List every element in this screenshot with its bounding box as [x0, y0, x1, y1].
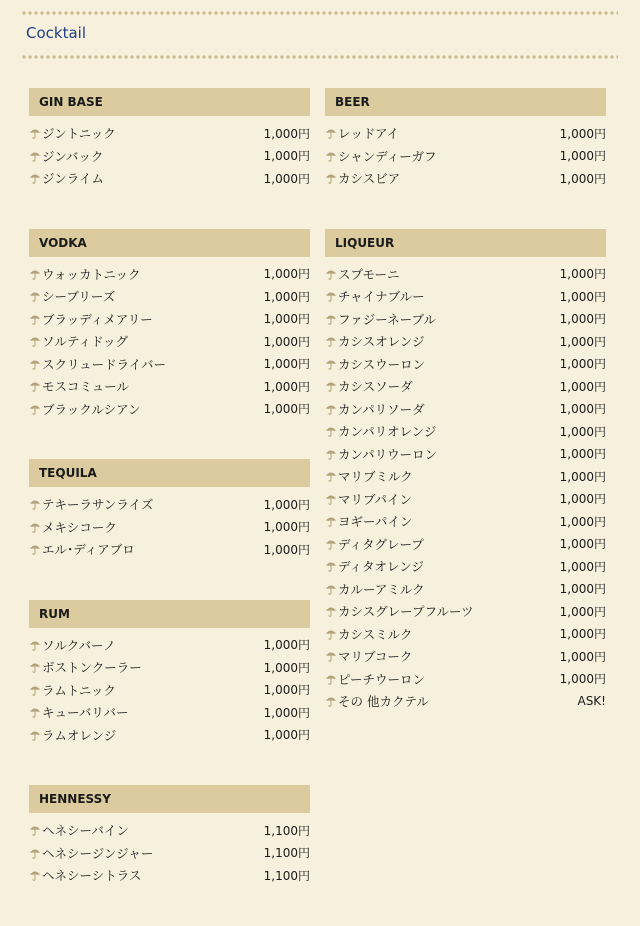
menu-item-name: テキーラサンライズ — [42, 497, 154, 513]
umbrella-icon — [325, 605, 337, 617]
dotted-divider-top — [22, 11, 618, 15]
umbrella-icon — [325, 673, 337, 685]
menu-item-name: キューバリバー — [42, 705, 129, 721]
umbrella-icon — [325, 290, 337, 302]
menu-item — [325, 167, 606, 190]
menu-item-price: 1,000円 — [559, 627, 606, 642]
menu-item — [325, 330, 606, 353]
menu-item-name: ディタグレープ — [338, 536, 424, 552]
menu-section-beer — [325, 88, 606, 190]
menu-item-price: 1,000円 — [559, 672, 606, 687]
menu-item-name: カルーアミルク — [338, 581, 425, 597]
menu-item-name: ヨギーパイン — [338, 514, 413, 530]
umbrella-icon — [29, 127, 41, 139]
menu-item-name: ブラックルシアン — [42, 401, 141, 417]
umbrella-icon — [325, 268, 337, 280]
menu-item-price: 1,000円 — [559, 267, 606, 282]
menu-item-name: シャンディーガフ — [338, 148, 437, 164]
menu-item — [29, 167, 310, 190]
umbrella-icon — [325, 313, 337, 325]
menu-item-price: 1,000円 — [263, 497, 310, 512]
menu-item-price: 1,100円 — [263, 823, 310, 838]
menu-item-price: 1,000円 — [559, 514, 606, 529]
umbrella-icon — [325, 335, 337, 347]
menu-item-name: ヘネシーシトラス — [42, 868, 142, 884]
menu-item-price: ASK! — [577, 694, 606, 709]
menu-item — [325, 488, 606, 511]
umbrella-icon — [325, 493, 337, 505]
menu-item — [29, 538, 310, 561]
menu-item — [29, 375, 310, 398]
menu-item — [29, 353, 310, 376]
menu-item-price: 1,000円 — [263, 683, 310, 698]
menu-item-price: 1,000円 — [263, 334, 310, 349]
menu-item-price: 1,100円 — [263, 846, 310, 861]
menu-item-price: 1,000円 — [559, 447, 606, 462]
menu-item — [325, 263, 606, 286]
menu-item-price: 1,100円 — [263, 868, 310, 883]
menu-item — [29, 679, 310, 702]
menu-item-price: 1,000円 — [263, 705, 310, 720]
menu-item-name: ボストンクーラー — [42, 660, 142, 676]
menu-section-vodka — [29, 229, 310, 421]
menu-item-price: 1,000円 — [263, 542, 310, 557]
umbrella-icon — [29, 824, 41, 836]
section-header: RUM — [29, 600, 310, 628]
menu-item — [29, 398, 310, 421]
menu-item — [325, 600, 606, 623]
umbrella-icon — [29, 639, 41, 651]
menu-item — [29, 819, 310, 842]
menu-item-name: マリブミルク — [338, 469, 413, 485]
menu-item — [29, 864, 310, 887]
menu-item-price: 1,000円 — [559, 469, 606, 484]
menu-item — [325, 690, 606, 713]
menu-item-price: 1,000円 — [263, 289, 310, 304]
menu-item-price: 1,000円 — [559, 582, 606, 597]
menu-item-price: 1,000円 — [559, 126, 606, 141]
umbrella-icon — [325, 515, 337, 527]
menu-item-price: 1,000円 — [263, 126, 310, 141]
menu-item-name: カシスビア — [338, 171, 401, 187]
menu-item-price: 1,000円 — [559, 334, 606, 349]
menu-item-name: ラムオレンジ — [42, 727, 117, 743]
menu-item-name: カシスウーロン — [338, 356, 426, 372]
menu-item-name: ラムトニック — [42, 682, 116, 698]
menu-section-rum — [29, 600, 310, 747]
umbrella-icon — [325, 538, 337, 550]
menu-item — [325, 145, 606, 168]
umbrella-icon — [29, 706, 41, 718]
menu-item-price: 1,000円 — [559, 402, 606, 417]
umbrella-icon — [325, 403, 337, 415]
menu-item — [325, 443, 606, 466]
menu-item-name: チャイナブルー — [338, 289, 425, 305]
umbrella-icon — [29, 869, 41, 881]
umbrella-icon — [29, 521, 41, 533]
umbrella-icon — [29, 729, 41, 741]
menu-item-name: ファジーネーブル — [338, 311, 437, 327]
umbrella-icon — [29, 290, 41, 302]
umbrella-icon — [325, 380, 337, 392]
menu-item-name: レッドアイ — [338, 126, 399, 142]
umbrella-icon — [29, 380, 41, 392]
menu-item-price: 1,000円 — [559, 537, 606, 552]
umbrella-icon — [325, 650, 337, 662]
menu-item-price: 1,000円 — [263, 520, 310, 535]
menu-item-name: ソルクバーノ — [42, 637, 116, 653]
umbrella-icon — [325, 150, 337, 162]
menu-item-name: ソルティドッグ — [42, 334, 129, 350]
umbrella-icon — [29, 268, 41, 280]
menu-item-price: 1,000円 — [263, 357, 310, 372]
menu-item-name: マリブパイン — [338, 491, 413, 507]
menu-item-name: カンパリウーロン — [338, 446, 438, 462]
umbrella-icon — [29, 403, 41, 415]
umbrella-icon — [29, 313, 41, 325]
menu-item-price: 1,000円 — [263, 638, 310, 653]
umbrella-icon — [325, 470, 337, 482]
menu-item — [29, 634, 310, 657]
menu-item-price: 1,000円 — [263, 149, 310, 164]
section-header: GIN BASE — [29, 88, 310, 116]
umbrella-icon — [325, 695, 337, 707]
menu-item — [29, 330, 310, 353]
menu-item-price: 1,000円 — [559, 149, 606, 164]
menu-item — [325, 122, 606, 145]
menu-section-gin-base — [29, 88, 310, 190]
menu-item-price: 1,000円 — [263, 312, 310, 327]
menu-item — [325, 510, 606, 533]
umbrella-icon — [29, 498, 41, 510]
menu-item-name: マリブコーク — [338, 649, 413, 665]
menu-item-name: カンパリソーダ — [338, 401, 425, 417]
menu-item — [325, 353, 606, 376]
section-header: LIQUEUR — [325, 229, 606, 257]
menu-section-hennessy — [29, 785, 310, 887]
menu-item — [325, 285, 606, 308]
menu-item-name: カシスミルク — [338, 626, 413, 642]
menu-item-name: ジンバック — [42, 148, 104, 164]
dotted-divider-bottom — [22, 55, 618, 59]
umbrella-icon — [325, 448, 337, 460]
section-header: VODKA — [29, 229, 310, 257]
menu-item-price: 1,000円 — [263, 171, 310, 186]
menu-item-name: シーブリーズ — [42, 289, 116, 305]
menu-item-price: 1,000円 — [263, 379, 310, 394]
menu-section-tequila — [29, 459, 310, 561]
menu-item-name: スクリュードライバー — [42, 356, 167, 372]
menu-item-name: カンパリオレンジ — [338, 424, 437, 440]
section-header: BEER — [325, 88, 606, 116]
menu-item — [29, 493, 310, 516]
menu-item-name: エル･ディアブロ — [42, 542, 135, 558]
menu-item-name: スプモーニ — [338, 266, 400, 282]
menu-item — [325, 308, 606, 331]
menu-item-price: 1,000円 — [263, 402, 310, 417]
menu-item-name: ブラッディメアリー — [42, 311, 153, 327]
menu-item — [29, 122, 310, 145]
umbrella-icon — [29, 150, 41, 162]
menu-item-price: 1,000円 — [559, 424, 606, 439]
umbrella-icon — [29, 358, 41, 370]
menu-item-name: メキシコーク — [42, 519, 117, 535]
menu-item-name: ジントニック — [42, 126, 116, 142]
umbrella-icon — [325, 172, 337, 184]
menu-item-price: 1,000円 — [559, 289, 606, 304]
menu-item-name: その 他カクテル — [338, 694, 429, 710]
section-header: HENNESSY — [29, 785, 310, 813]
menu-item-price: 1,000円 — [559, 312, 606, 327]
menu-item-name: ヘネシージンジャー — [42, 845, 154, 861]
umbrella-icon — [29, 847, 41, 859]
menu-item-name: ジンライム — [42, 171, 104, 187]
menu-item-price: 1,000円 — [263, 267, 310, 282]
menu-item-name: カシスオレンジ — [338, 334, 425, 350]
menu-item — [325, 420, 606, 443]
menu-item-price: 1,000円 — [263, 660, 310, 675]
page-title: Cocktail — [26, 24, 86, 42]
menu-item — [29, 263, 310, 286]
menu-item — [325, 398, 606, 421]
menu-item-name: モスコミュール — [42, 379, 130, 395]
umbrella-icon — [325, 628, 337, 640]
menu-item — [29, 308, 310, 331]
menu-item — [29, 842, 310, 865]
menu-item — [325, 623, 606, 646]
menu-item — [325, 645, 606, 668]
umbrella-icon — [325, 358, 337, 370]
umbrella-icon — [29, 661, 41, 673]
menu-item — [325, 668, 606, 691]
menu-item-price: 1,000円 — [559, 379, 606, 394]
menu-item — [29, 656, 310, 679]
menu-item — [29, 285, 310, 308]
menu-item-price: 1,000円 — [263, 728, 310, 743]
umbrella-icon — [325, 127, 337, 139]
menu-section-liqueur — [325, 229, 606, 713]
menu-item-name: ウォッカトニック — [42, 266, 141, 282]
menu-item-price: 1,000円 — [559, 559, 606, 574]
menu-item-name: ディタオレンジ — [338, 559, 424, 575]
menu-item — [325, 465, 606, 488]
umbrella-icon — [325, 425, 337, 437]
umbrella-icon — [325, 560, 337, 572]
umbrella-icon — [29, 335, 41, 347]
umbrella-icon — [325, 583, 337, 595]
menu-item-price: 1,000円 — [559, 604, 606, 619]
menu-item — [29, 145, 310, 168]
right-column — [325, 88, 606, 752]
section-header: TEQUILA — [29, 459, 310, 487]
menu-item-price: 1,000円 — [559, 357, 606, 372]
menu-item-name: カシスグレープフルーツ — [338, 604, 474, 620]
umbrella-icon — [29, 684, 41, 696]
menu-item-name: カシスソーダ — [338, 379, 413, 395]
umbrella-icon — [29, 543, 41, 555]
menu-item — [325, 555, 606, 578]
menu-item — [325, 578, 606, 601]
left-column — [29, 88, 310, 926]
menu-item — [325, 533, 606, 556]
menu-item — [325, 375, 606, 398]
menu-item-name: ピーチウーロン — [338, 671, 426, 687]
umbrella-icon — [29, 172, 41, 184]
menu-item-price: 1,000円 — [559, 171, 606, 186]
menu-item — [29, 516, 310, 539]
menu-item — [29, 724, 310, 747]
menu-item — [29, 701, 310, 724]
menu-item-name: ヘネシーバイン — [42, 823, 129, 839]
menu-item-price: 1,000円 — [559, 649, 606, 664]
menu-item-price: 1,000円 — [559, 492, 606, 507]
